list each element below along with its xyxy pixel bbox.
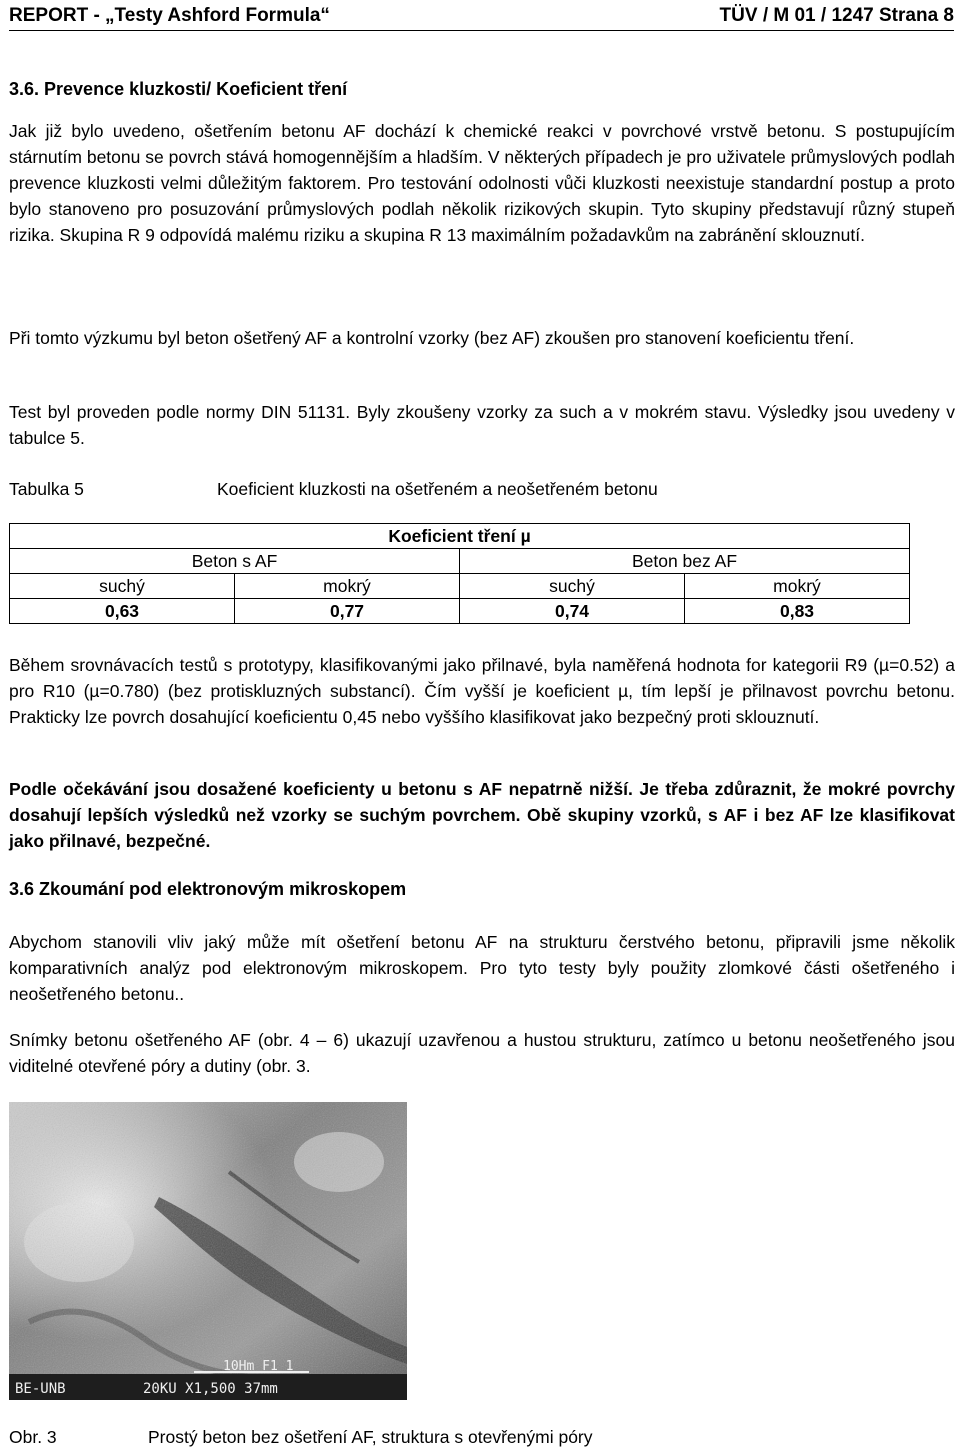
group-without-af: Beton bez AF (460, 549, 910, 574)
header-divider (9, 30, 954, 31)
page-header (9, 4, 954, 30)
column-header: mokrý (235, 574, 460, 599)
column-header: suchý (10, 574, 235, 599)
section-title-microscope: 3.6 Zkoumání pod elektronovým mikroskopem (9, 879, 407, 899)
column-header: suchý (460, 574, 685, 599)
table-column-row (10, 574, 910, 599)
table-cell: 0,63 (10, 599, 235, 624)
column-header: mokrý (685, 574, 910, 599)
microscope-paragraph: Abychom stanovili vliv jaký může mít ošetření betonu AF na strukturu čerstvého betonu, připravili jsme několik komparativních analýz pod elektronovým mikroskopem. Pro tyto testy byly použity zlomkové části ošetřeného i neošetřeného betonu.. (9, 932, 955, 1004)
figure-caption: Prostý beton bez ošetření AF, struktura s otevřenými póry (148, 1427, 593, 1447)
table-group-row (10, 549, 910, 574)
section-title-slip-prevention: 3.6. Prevence kluzkosti/ Koeficient tření (9, 79, 348, 99)
table-label: Tabulka 5 (9, 479, 84, 499)
table-main-header: Koeficient tření µ (10, 524, 910, 549)
sem-info-text: 20KU X1,500 37mm (143, 1381, 278, 1397)
table-value-row (10, 599, 910, 624)
sem-scale-label: 10Hm F1 1 (223, 1359, 294, 1374)
group-with-af: Beton s AF (10, 549, 460, 574)
table-cell: 0,74 (460, 599, 685, 624)
table-cell: 0,83 (685, 599, 910, 624)
intro-paragraph: Jak již bylo uvedeno, ošetřením betonu AF dochází k chemické reakci v povrchové vrstvě betonu. S postupujícím stárnutím betonu se povrch stává homogennějším a hladším. V některých případech je pro uživatele průmyslových podlah prevence kluzkosti velmi důležitým faktorem. Pro testování odolnosti vůči kluzkosti neexistuje standardní postup a proto bylo stanoveno pro posuzování průmyslových podlah několik rizikových skupin. Tyto skupiny představují různý stupeň rizika. Skupina R 9 odpovídá malému riziku a skupina R 13 maximálním požadavkům na zabránění sklouznutí. (9, 121, 955, 245)
figure-label: Obr. 3 (9, 1427, 57, 1447)
table-cell: 0,77 (235, 599, 460, 624)
research-paragraph: Při tomto výzkumu byl beton ošetřený AF a kontrolní vzorky (bez AF) zkoušen pro stanovení koeficientu tření. (9, 328, 855, 348)
results-paragraph: Během srovnávacích testů s prototypy, klasifikovanými jako přilnavé, byla naměřená hodnota for kategorii R9 (µ=0.52) a pro R10 (µ=0.780) (bez protiskluzných substancí). Čím vyšší je koeficient µ, tím lepší je přilnavost povrchu betonu. Prakticky lze povrch dosahující koeficientu 0,45 nebo vyššího klasifikovat jako bezpečný proti sklouznutí. (9, 655, 955, 727)
table-header-row (10, 524, 910, 549)
report-title: REPORT - „Testy Ashford Formula“ (9, 5, 330, 26)
conclusion-paragraph: Podle očekávání jsou dosažené koeficienty u betonu s AF nepatrně nižší. Je třeba zdůraznit, že mokré povrchy dosahují lepších výsledků než vzorky se suchým povrchem. Obě skupiny vzorků, s AF i bez AF lze klasifikovat jako přilnavé, bezpečné. (9, 779, 955, 851)
sem-micrograph (9, 1102, 407, 1400)
test-paragraph: Test byl proveden podle normy DIN 51131. Byly zkoušeny vzorky za such a v mokrém stavu. Výsledky jsou uvedeny v tabulce 5. (9, 402, 955, 448)
friction-table (9, 523, 910, 624)
sem-info-code: BE-UNB (15, 1381, 66, 1397)
images-paragraph: Snímky betonu ošetřeného AF (obr. 4 – 6) ukazují uzavřenou a hustou strukturu, zatímco u betonu neošetřeného jsou viditelné otevřené póry a dutiny (obr. 3. (9, 1030, 955, 1076)
page-reference: TÜV / M 01 / 1247 Strana 8 (719, 5, 954, 26)
table-caption: Koeficient kluzkosti na ošetřeném a neošetřeném betonu (217, 479, 658, 499)
